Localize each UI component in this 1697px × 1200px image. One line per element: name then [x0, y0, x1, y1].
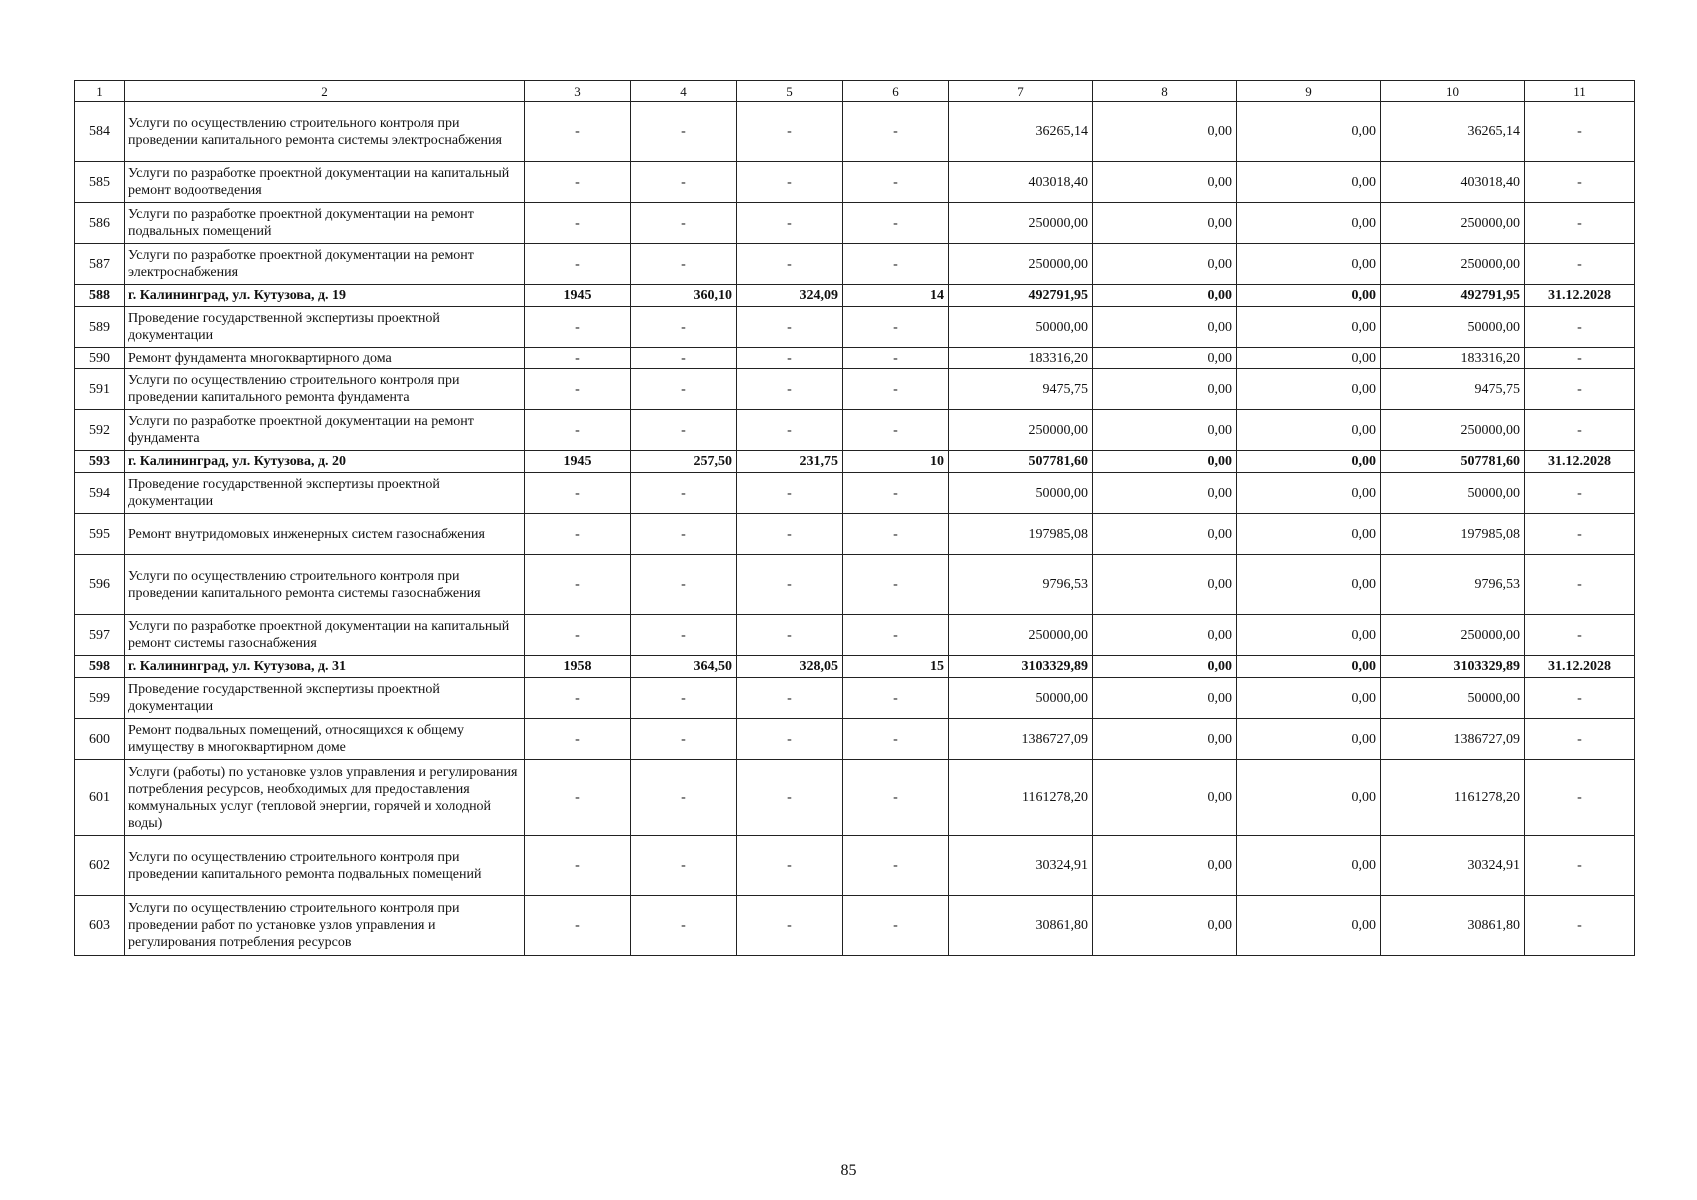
year-built: -	[525, 102, 631, 162]
living-area: -	[737, 102, 843, 162]
completion-date: -	[1525, 615, 1635, 656]
document-sheet	[74, 80, 1634, 956]
row-number: 602	[75, 836, 125, 896]
work-description: Услуги по осуществлению строительного контроля при проведении капитального ремонта системы электроснабжения	[125, 102, 525, 162]
year-built: -	[525, 836, 631, 896]
row-number: 584	[75, 102, 125, 162]
year-built: -	[525, 307, 631, 348]
total-cost: 36265,14	[949, 102, 1093, 162]
total-area: -	[631, 369, 737, 410]
residents-count: -	[843, 896, 949, 956]
fund-cost: 0,00	[1093, 307, 1237, 348]
table-row	[75, 719, 1635, 760]
total-area: -	[631, 514, 737, 555]
work-description: Услуги по разработке проектной документации на ремонт фундамента	[125, 410, 525, 451]
column-header: 10	[1381, 81, 1525, 102]
column-header: 4	[631, 81, 737, 102]
fund-cost: 0,00	[1093, 285, 1237, 307]
budget-cost: 0,00	[1237, 369, 1381, 410]
completion-date: -	[1525, 369, 1635, 410]
work-description: Услуги по разработке проектной документации на ремонт подвальных помещений	[125, 203, 525, 244]
year-built: -	[525, 514, 631, 555]
living-area: -	[737, 348, 843, 369]
fund-cost: 0,00	[1093, 348, 1237, 369]
table-row	[75, 369, 1635, 410]
total-cost: 50000,00	[949, 473, 1093, 514]
total-area: -	[631, 615, 737, 656]
work-description: Услуги по разработке проектной документации на ремонт электроснабжения	[125, 244, 525, 285]
fund-cost: 0,00	[1093, 760, 1237, 836]
total-cost: 507781,60	[949, 451, 1093, 473]
living-area: -	[737, 473, 843, 514]
completion-date: -	[1525, 203, 1635, 244]
total-cost: 30861,80	[949, 896, 1093, 956]
total-area: 364,50	[631, 656, 737, 678]
table-row	[75, 244, 1635, 285]
fund-cost: 0,00	[1093, 473, 1237, 514]
total-area: -	[631, 473, 737, 514]
budget-cost: 0,00	[1237, 203, 1381, 244]
completion-date: 31.12.2028	[1525, 656, 1635, 678]
total-cost: 1161278,20	[949, 760, 1093, 836]
fund-cost: 0,00	[1093, 203, 1237, 244]
living-area: -	[737, 719, 843, 760]
budget-cost: 0,00	[1237, 719, 1381, 760]
year-built: 1958	[525, 656, 631, 678]
row-number: 594	[75, 473, 125, 514]
living-area: -	[737, 760, 843, 836]
completion-date: -	[1525, 162, 1635, 203]
row-number: 592	[75, 410, 125, 451]
row-number: 586	[75, 203, 125, 244]
residents-count: -	[843, 615, 949, 656]
table-row	[75, 348, 1635, 369]
owners-cost: 1161278,20	[1381, 760, 1525, 836]
row-number: 603	[75, 896, 125, 956]
total-area: -	[631, 348, 737, 369]
total-cost: 403018,40	[949, 162, 1093, 203]
column-header: 2	[125, 81, 525, 102]
work-description: Ремонт подвальных помещений, относящихся к общему имуществу в многоквартирном доме	[125, 719, 525, 760]
completion-date: 31.12.2028	[1525, 285, 1635, 307]
budget-cost: 0,00	[1237, 555, 1381, 615]
row-number: 587	[75, 244, 125, 285]
owners-cost: 1386727,09	[1381, 719, 1525, 760]
total-cost: 492791,95	[949, 285, 1093, 307]
budget-cost: 0,00	[1237, 451, 1381, 473]
work-description: Услуги по осуществлению строительного контроля при проведении работ по установке узлов управления и регулирования потребления ресурсов	[125, 896, 525, 956]
row-number: 588	[75, 285, 125, 307]
fund-cost: 0,00	[1093, 102, 1237, 162]
year-built: -	[525, 369, 631, 410]
total-area: -	[631, 307, 737, 348]
owners-cost: 9796,53	[1381, 555, 1525, 615]
work-description: Услуги (работы) по установке узлов управления и регулирования потребления ресурсов, необходимых для предоставления коммунальных услуг (тепловой энергии, горячей и холодной воды)	[125, 760, 525, 836]
column-header: 5	[737, 81, 843, 102]
year-built: -	[525, 203, 631, 244]
budget-cost: 0,00	[1237, 473, 1381, 514]
completion-date: -	[1525, 473, 1635, 514]
owners-cost: 30861,80	[1381, 896, 1525, 956]
total-area: -	[631, 678, 737, 719]
row-number: 590	[75, 348, 125, 369]
total-area: -	[631, 410, 737, 451]
residents-count: -	[843, 348, 949, 369]
work-description: Услуги по осуществлению строительного контроля при проведении капитального ремонта системы газоснабжения	[125, 555, 525, 615]
table-row	[75, 473, 1635, 514]
capital-repair-table	[74, 80, 1635, 956]
table-row	[75, 514, 1635, 555]
completion-date: -	[1525, 760, 1635, 836]
owners-cost: 507781,60	[1381, 451, 1525, 473]
owners-cost: 50000,00	[1381, 307, 1525, 348]
fund-cost: 0,00	[1093, 896, 1237, 956]
residents-count: -	[843, 102, 949, 162]
column-header: 8	[1093, 81, 1237, 102]
owners-cost: 250000,00	[1381, 410, 1525, 451]
total-area: -	[631, 836, 737, 896]
budget-cost: 0,00	[1237, 514, 1381, 555]
year-built: 1945	[525, 451, 631, 473]
work-description: Услуги по осуществлению строительного контроля при проведении капитального ремонта подвальных помещений	[125, 836, 525, 896]
total-cost: 50000,00	[949, 307, 1093, 348]
budget-cost: 0,00	[1237, 348, 1381, 369]
table-body	[75, 81, 1635, 956]
owners-cost: 183316,20	[1381, 348, 1525, 369]
row-number: 589	[75, 307, 125, 348]
column-header: 7	[949, 81, 1093, 102]
fund-cost: 0,00	[1093, 514, 1237, 555]
living-area: -	[737, 678, 843, 719]
residents-count: -	[843, 760, 949, 836]
completion-date: -	[1525, 410, 1635, 451]
page-number: 85	[840, 1162, 857, 1179]
living-area: -	[737, 410, 843, 451]
living-area: -	[737, 896, 843, 956]
column-header: 9	[1237, 81, 1381, 102]
living-area: 328,05	[737, 656, 843, 678]
budget-cost: 0,00	[1237, 244, 1381, 285]
table-row	[75, 162, 1635, 203]
address-row	[75, 451, 1635, 473]
year-built: -	[525, 244, 631, 285]
year-built: 1945	[525, 285, 631, 307]
total-cost: 9796,53	[949, 555, 1093, 615]
table-row	[75, 678, 1635, 719]
owners-cost: 30324,91	[1381, 836, 1525, 896]
total-area: 257,50	[631, 451, 737, 473]
completion-date: -	[1525, 348, 1635, 369]
living-area: 231,75	[737, 451, 843, 473]
column-header: 3	[525, 81, 631, 102]
row-number: 599	[75, 678, 125, 719]
residents-count: 14	[843, 285, 949, 307]
work-description: Услуги по разработке проектной документации на капитальный ремонт системы газоснабжения	[125, 615, 525, 656]
residents-count: -	[843, 555, 949, 615]
work-description: Ремонт внутридомовых инженерных систем газоснабжения	[125, 514, 525, 555]
budget-cost: 0,00	[1237, 410, 1381, 451]
owners-cost: 403018,40	[1381, 162, 1525, 203]
total-area: -	[631, 760, 737, 836]
fund-cost: 0,00	[1093, 615, 1237, 656]
column-header: 11	[1525, 81, 1635, 102]
residents-count: -	[843, 514, 949, 555]
owners-cost: 50000,00	[1381, 473, 1525, 514]
work-description: г. Калининград, ул. Кутузова, д. 19	[125, 285, 525, 307]
residents-count: 10	[843, 451, 949, 473]
completion-date: -	[1525, 678, 1635, 719]
table-row	[75, 203, 1635, 244]
year-built: -	[525, 473, 631, 514]
owners-cost: 36265,14	[1381, 102, 1525, 162]
owners-cost: 250000,00	[1381, 615, 1525, 656]
column-header: 1	[75, 81, 125, 102]
table-row	[75, 410, 1635, 451]
living-area: -	[737, 615, 843, 656]
work-description: г. Калининград, ул. Кутузова, д. 20	[125, 451, 525, 473]
living-area: -	[737, 203, 843, 244]
work-description: Проведение государственной экспертизы проектной документации	[125, 678, 525, 719]
completion-date: -	[1525, 307, 1635, 348]
total-area: -	[631, 162, 737, 203]
table-row	[75, 555, 1635, 615]
fund-cost: 0,00	[1093, 410, 1237, 451]
total-area: -	[631, 102, 737, 162]
total-area: -	[631, 555, 737, 615]
total-cost: 50000,00	[949, 678, 1093, 719]
budget-cost: 0,00	[1237, 307, 1381, 348]
row-number: 595	[75, 514, 125, 555]
completion-date: 31.12.2028	[1525, 451, 1635, 473]
total-area: -	[631, 719, 737, 760]
table-row	[75, 615, 1635, 656]
work-description: Проведение государственной экспертизы проектной документации	[125, 473, 525, 514]
year-built: -	[525, 410, 631, 451]
living-area: 324,09	[737, 285, 843, 307]
fund-cost: 0,00	[1093, 369, 1237, 410]
residents-count: -	[843, 307, 949, 348]
budget-cost: 0,00	[1237, 760, 1381, 836]
work-description: Услуги по осуществлению строительного контроля при проведении капитального ремонта фундамента	[125, 369, 525, 410]
total-cost: 250000,00	[949, 244, 1093, 285]
year-built: -	[525, 615, 631, 656]
living-area: -	[737, 514, 843, 555]
living-area: -	[737, 369, 843, 410]
owners-cost: 250000,00	[1381, 244, 1525, 285]
table-row	[75, 307, 1635, 348]
total-cost: 250000,00	[949, 615, 1093, 656]
year-built: -	[525, 678, 631, 719]
address-row	[75, 656, 1635, 678]
total-cost: 1386727,09	[949, 719, 1093, 760]
total-cost: 3103329,89	[949, 656, 1093, 678]
fund-cost: 0,00	[1093, 162, 1237, 203]
completion-date: -	[1525, 102, 1635, 162]
fund-cost: 0,00	[1093, 656, 1237, 678]
table-row	[75, 896, 1635, 956]
fund-cost: 0,00	[1093, 244, 1237, 285]
column-number-header-row	[75, 81, 1635, 102]
address-row	[75, 285, 1635, 307]
total-cost: 250000,00	[949, 410, 1093, 451]
work-description: Услуги по разработке проектной документации на капитальный ремонт водоотведения	[125, 162, 525, 203]
living-area: -	[737, 307, 843, 348]
table-row	[75, 836, 1635, 896]
row-number: 585	[75, 162, 125, 203]
budget-cost: 0,00	[1237, 656, 1381, 678]
row-number: 601	[75, 760, 125, 836]
fund-cost: 0,00	[1093, 678, 1237, 719]
budget-cost: 0,00	[1237, 678, 1381, 719]
completion-date: -	[1525, 896, 1635, 956]
completion-date: -	[1525, 836, 1635, 896]
total-cost: 250000,00	[949, 203, 1093, 244]
residents-count: -	[843, 244, 949, 285]
row-number: 597	[75, 615, 125, 656]
total-area: -	[631, 203, 737, 244]
table-row	[75, 102, 1635, 162]
residents-count: 15	[843, 656, 949, 678]
year-built: -	[525, 896, 631, 956]
completion-date: -	[1525, 719, 1635, 760]
row-number: 593	[75, 451, 125, 473]
budget-cost: 0,00	[1237, 896, 1381, 956]
completion-date: -	[1525, 244, 1635, 285]
year-built: -	[525, 348, 631, 369]
column-header: 6	[843, 81, 949, 102]
year-built: -	[525, 162, 631, 203]
total-cost: 183316,20	[949, 348, 1093, 369]
fund-cost: 0,00	[1093, 836, 1237, 896]
residents-count: -	[843, 836, 949, 896]
row-number: 600	[75, 719, 125, 760]
owners-cost: 9475,75	[1381, 369, 1525, 410]
owners-cost: 197985,08	[1381, 514, 1525, 555]
owners-cost: 250000,00	[1381, 203, 1525, 244]
budget-cost: 0,00	[1237, 102, 1381, 162]
row-number: 591	[75, 369, 125, 410]
completion-date: -	[1525, 514, 1635, 555]
living-area: -	[737, 836, 843, 896]
year-built: -	[525, 760, 631, 836]
residents-count: -	[843, 410, 949, 451]
owners-cost: 492791,95	[1381, 285, 1525, 307]
total-cost: 9475,75	[949, 369, 1093, 410]
living-area: -	[737, 162, 843, 203]
row-number: 598	[75, 656, 125, 678]
total-area: -	[631, 896, 737, 956]
budget-cost: 0,00	[1237, 615, 1381, 656]
owners-cost: 50000,00	[1381, 678, 1525, 719]
residents-count: -	[843, 719, 949, 760]
completion-date: -	[1525, 555, 1635, 615]
year-built: -	[525, 555, 631, 615]
work-description: Ремонт фундамента многоквартирного дома	[125, 348, 525, 369]
year-built: -	[525, 719, 631, 760]
residents-count: -	[843, 473, 949, 514]
living-area: -	[737, 244, 843, 285]
living-area: -	[737, 555, 843, 615]
budget-cost: 0,00	[1237, 285, 1381, 307]
fund-cost: 0,00	[1093, 719, 1237, 760]
work-description: Проведение государственной экспертизы проектной документации	[125, 307, 525, 348]
total-area: -	[631, 244, 737, 285]
total-cost: 197985,08	[949, 514, 1093, 555]
residents-count: -	[843, 369, 949, 410]
total-cost: 30324,91	[949, 836, 1093, 896]
total-area: 360,10	[631, 285, 737, 307]
table-row	[75, 760, 1635, 836]
work-description: г. Калининград, ул. Кутузова, д. 31	[125, 656, 525, 678]
residents-count: -	[843, 203, 949, 244]
budget-cost: 0,00	[1237, 162, 1381, 203]
owners-cost: 3103329,89	[1381, 656, 1525, 678]
residents-count: -	[843, 678, 949, 719]
fund-cost: 0,00	[1093, 451, 1237, 473]
residents-count: -	[843, 162, 949, 203]
budget-cost: 0,00	[1237, 836, 1381, 896]
fund-cost: 0,00	[1093, 555, 1237, 615]
row-number: 596	[75, 555, 125, 615]
